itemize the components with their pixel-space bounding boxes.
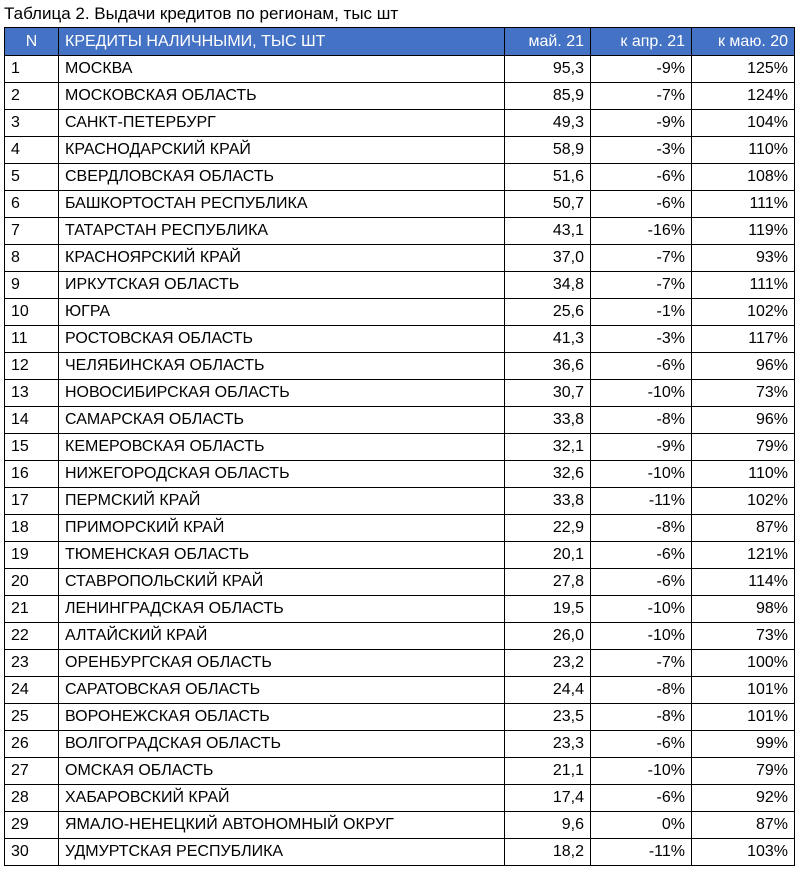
vs-may-20-cell: 111%: [692, 191, 795, 218]
row-number-cell: 30: [5, 839, 59, 866]
vs-may-20-cell: 111%: [692, 272, 795, 299]
table-row: [5, 353, 795, 380]
region-name-cell: СТАВРОПОЛЬСКИЙ КРАЙ: [59, 569, 505, 596]
vs-may-20-cell: 92%: [692, 785, 795, 812]
row-number-cell: 16: [5, 461, 59, 488]
vs-may-20-cell: 119%: [692, 218, 795, 245]
region-name-cell: ВОРОНЕЖСКАЯ ОБЛАСТЬ: [59, 704, 505, 731]
vs-may-20-cell: 99%: [692, 731, 795, 758]
region-name-cell: ОМСКАЯ ОБЛАСТЬ: [59, 758, 505, 785]
vs-may-20-cell: 87%: [692, 515, 795, 542]
table-row: [5, 839, 795, 866]
region-name-cell: ВОЛГОГРАДСКАЯ ОБЛАСТЬ: [59, 731, 505, 758]
vs-apr-21-cell: -10%: [591, 380, 692, 407]
region-name-cell: КРАСНОДАРСКИЙ КРАЙ: [59, 137, 505, 164]
table-row: [5, 56, 795, 83]
region-name-cell: ЮГРА: [59, 299, 505, 326]
may-21-value-cell: 33,8: [505, 488, 591, 515]
may-21-value-cell: 18,2: [505, 839, 591, 866]
vs-may-20-cell: 87%: [692, 812, 795, 839]
vs-apr-21-cell: -10%: [591, 623, 692, 650]
row-number-cell: 20: [5, 569, 59, 596]
vs-may-20-cell: 101%: [692, 677, 795, 704]
vs-may-20-cell: 101%: [692, 704, 795, 731]
table-row: [5, 596, 795, 623]
table-row: [5, 218, 795, 245]
header-row: [5, 28, 795, 56]
vs-apr-21-cell: -6%: [591, 785, 692, 812]
table-row: [5, 515, 795, 542]
vs-may-20-cell: 73%: [692, 623, 795, 650]
vs-apr-21-cell: -7%: [591, 245, 692, 272]
row-number-cell: 3: [5, 110, 59, 137]
vs-apr-21-cell: -16%: [591, 218, 692, 245]
table-row: [5, 731, 795, 758]
table-title: Таблица 2. Выдачи кредитов по регионам, тыс шт: [4, 4, 399, 23]
vs-may-20-cell: 117%: [692, 326, 795, 353]
may-21-value-cell: 95,3: [505, 56, 591, 83]
may-21-value-cell: 25,6: [505, 299, 591, 326]
row-number-cell: 7: [5, 218, 59, 245]
table-row: [5, 569, 795, 596]
may-21-value-cell: 20,1: [505, 542, 591, 569]
region-name-cell: ХАБАРОВСКИЙ КРАЙ: [59, 785, 505, 812]
row-number-cell: 15: [5, 434, 59, 461]
header-vs-may-20: к маю. 20: [692, 28, 795, 56]
table-row: [5, 407, 795, 434]
row-number-cell: 13: [5, 380, 59, 407]
vs-apr-21-cell: -11%: [591, 488, 692, 515]
may-21-value-cell: 85,9: [505, 83, 591, 110]
table-row: [5, 380, 795, 407]
region-name-cell: БАШКОРТОСТАН РЕСПУБЛИКА: [59, 191, 505, 218]
may-21-value-cell: 26,0: [505, 623, 591, 650]
table-row: [5, 164, 795, 191]
row-number-cell: 17: [5, 488, 59, 515]
region-name-cell: ОРЕНБУРГСКАЯ ОБЛАСТЬ: [59, 650, 505, 677]
vs-apr-21-cell: -6%: [591, 353, 692, 380]
row-number-cell: 1: [5, 56, 59, 83]
may-21-value-cell: 23,5: [505, 704, 591, 731]
may-21-value-cell: 9,6: [505, 812, 591, 839]
regions-credit-table: [4, 27, 795, 866]
header-may-21: май. 21: [505, 28, 591, 56]
may-21-value-cell: 27,8: [505, 569, 591, 596]
table-row: [5, 650, 795, 677]
row-number-cell: 23: [5, 650, 59, 677]
table-row: [5, 461, 795, 488]
vs-apr-21-cell: -10%: [591, 461, 692, 488]
vs-apr-21-cell: -6%: [591, 542, 692, 569]
row-number-cell: 29: [5, 812, 59, 839]
vs-apr-21-cell: -3%: [591, 137, 692, 164]
vs-apr-21-cell: -8%: [591, 515, 692, 542]
vs-may-20-cell: 108%: [692, 164, 795, 191]
may-21-value-cell: 36,6: [505, 353, 591, 380]
region-name-cell: ТЮМЕНСКАЯ ОБЛАСТЬ: [59, 542, 505, 569]
table-header: [5, 28, 795, 56]
vs-may-20-cell: 102%: [692, 488, 795, 515]
table-row: [5, 677, 795, 704]
header-vs-apr-21: к апр. 21: [591, 28, 692, 56]
vs-apr-21-cell: -3%: [591, 326, 692, 353]
table-row: [5, 326, 795, 353]
vs-may-20-cell: 110%: [692, 137, 795, 164]
vs-apr-21-cell: -6%: [591, 731, 692, 758]
may-21-value-cell: 30,7: [505, 380, 591, 407]
row-number-cell: 19: [5, 542, 59, 569]
may-21-value-cell: 37,0: [505, 245, 591, 272]
vs-may-20-cell: 124%: [692, 83, 795, 110]
vs-may-20-cell: 73%: [692, 380, 795, 407]
row-number-cell: 2: [5, 83, 59, 110]
vs-may-20-cell: 96%: [692, 353, 795, 380]
row-number-cell: 14: [5, 407, 59, 434]
may-21-value-cell: 23,2: [505, 650, 591, 677]
may-21-value-cell: 32,1: [505, 434, 591, 461]
vs-apr-21-cell: 0%: [591, 812, 692, 839]
row-number-cell: 9: [5, 272, 59, 299]
vs-apr-21-cell: -1%: [591, 299, 692, 326]
vs-may-20-cell: 98%: [692, 596, 795, 623]
table-row: [5, 542, 795, 569]
vs-apr-21-cell: -7%: [591, 83, 692, 110]
vs-may-20-cell: 103%: [692, 839, 795, 866]
vs-may-20-cell: 93%: [692, 245, 795, 272]
may-21-value-cell: 33,8: [505, 407, 591, 434]
vs-apr-21-cell: -9%: [591, 110, 692, 137]
vs-may-20-cell: 104%: [692, 110, 795, 137]
region-name-cell: ПРИМОРСКИЙ КРАЙ: [59, 515, 505, 542]
table-row: [5, 704, 795, 731]
row-number-cell: 8: [5, 245, 59, 272]
row-number-cell: 27: [5, 758, 59, 785]
may-21-value-cell: 58,9: [505, 137, 591, 164]
may-21-value-cell: 24,4: [505, 677, 591, 704]
region-name-cell: САМАРСКАЯ ОБЛАСТЬ: [59, 407, 505, 434]
table-row: [5, 110, 795, 137]
may-21-value-cell: 22,9: [505, 515, 591, 542]
vs-apr-21-cell: -10%: [591, 758, 692, 785]
table-row: [5, 299, 795, 326]
vs-may-20-cell: 125%: [692, 56, 795, 83]
table-row: [5, 83, 795, 110]
region-name-cell: ПЕРМСКИЙ КРАЙ: [59, 488, 505, 515]
region-name-cell: УДМУРТСКАЯ РЕСПУБЛИКА: [59, 839, 505, 866]
region-name-cell: КЕМЕРОВСКАЯ ОБЛАСТЬ: [59, 434, 505, 461]
row-number-cell: 28: [5, 785, 59, 812]
row-number-cell: 22: [5, 623, 59, 650]
row-number-cell: 12: [5, 353, 59, 380]
region-name-cell: НИЖЕГОРОДСКАЯ ОБЛАСТЬ: [59, 461, 505, 488]
may-21-value-cell: 23,3: [505, 731, 591, 758]
row-number-cell: 25: [5, 704, 59, 731]
region-name-cell: КРАСНОЯРСКИЙ КРАЙ: [59, 245, 505, 272]
row-number-cell: 24: [5, 677, 59, 704]
region-name-cell: РОСТОВСКАЯ ОБЛАСТЬ: [59, 326, 505, 353]
vs-apr-21-cell: -10%: [591, 596, 692, 623]
region-name-cell: САНКТ-ПЕТЕРБУРГ: [59, 110, 505, 137]
table-row: [5, 785, 795, 812]
vs-apr-21-cell: -7%: [591, 650, 692, 677]
table-row: [5, 137, 795, 164]
region-name-cell: АЛТАЙСКИЙ КРАЙ: [59, 623, 505, 650]
may-21-value-cell: 34,8: [505, 272, 591, 299]
vs-may-20-cell: 79%: [692, 758, 795, 785]
vs-may-20-cell: 121%: [692, 542, 795, 569]
vs-apr-21-cell: -7%: [591, 272, 692, 299]
row-number-cell: 26: [5, 731, 59, 758]
region-name-cell: ТАТАРСТАН РЕСПУБЛИКА: [59, 218, 505, 245]
may-21-value-cell: 41,3: [505, 326, 591, 353]
vs-may-20-cell: 102%: [692, 299, 795, 326]
vs-apr-21-cell: -8%: [591, 677, 692, 704]
may-21-value-cell: 32,6: [505, 461, 591, 488]
region-name-cell: ИРКУТСКАЯ ОБЛАСТЬ: [59, 272, 505, 299]
region-name-cell: МОСКВА: [59, 56, 505, 83]
vs-apr-21-cell: -8%: [591, 704, 692, 731]
row-number-cell: 4: [5, 137, 59, 164]
table-row: [5, 434, 795, 461]
row-number-cell: 21: [5, 596, 59, 623]
vs-apr-21-cell: -6%: [591, 569, 692, 596]
may-21-value-cell: 21,1: [505, 758, 591, 785]
region-name-cell: ЛЕНИНГРАДСКАЯ ОБЛАСТЬ: [59, 596, 505, 623]
vs-may-20-cell: 79%: [692, 434, 795, 461]
vs-may-20-cell: 96%: [692, 407, 795, 434]
may-21-value-cell: 43,1: [505, 218, 591, 245]
table-row: [5, 812, 795, 839]
table-row: [5, 758, 795, 785]
vs-apr-21-cell: -8%: [591, 407, 692, 434]
row-number-cell: 10: [5, 299, 59, 326]
may-21-value-cell: 19,5: [505, 596, 591, 623]
row-number-cell: 6: [5, 191, 59, 218]
vs-may-20-cell: 114%: [692, 569, 795, 596]
region-name-cell: МОСКОВСКАЯ ОБЛАСТЬ: [59, 83, 505, 110]
header-number: N: [5, 28, 59, 56]
table-row: [5, 623, 795, 650]
table-row: [5, 191, 795, 218]
row-number-cell: 18: [5, 515, 59, 542]
vs-apr-21-cell: -6%: [591, 191, 692, 218]
region-name-cell: САРАТОВСКАЯ ОБЛАСТЬ: [59, 677, 505, 704]
vs-may-20-cell: 100%: [692, 650, 795, 677]
table-body: [5, 56, 795, 866]
may-21-value-cell: 49,3: [505, 110, 591, 137]
may-21-value-cell: 51,6: [505, 164, 591, 191]
region-name-cell: НОВОСИБИРСКАЯ ОБЛАСТЬ: [59, 380, 505, 407]
may-21-value-cell: 17,4: [505, 785, 591, 812]
row-number-cell: 5: [5, 164, 59, 191]
vs-apr-21-cell: -11%: [591, 839, 692, 866]
region-name-cell: ЯМАЛО-НЕНЕЦКИЙ АВТОНОМНЫЙ ОКРУГ: [59, 812, 505, 839]
table-row: [5, 272, 795, 299]
vs-apr-21-cell: -9%: [591, 434, 692, 461]
table-row: [5, 488, 795, 515]
table-row: [5, 245, 795, 272]
header-region: КРЕДИТЫ НАЛИЧНЫМИ, ТЫС ШТ: [59, 28, 505, 56]
region-name-cell: ЧЕЛЯБИНСКАЯ ОБЛАСТЬ: [59, 353, 505, 380]
may-21-value-cell: 50,7: [505, 191, 591, 218]
vs-apr-21-cell: -6%: [591, 164, 692, 191]
vs-apr-21-cell: -9%: [591, 56, 692, 83]
vs-may-20-cell: 110%: [692, 461, 795, 488]
row-number-cell: 11: [5, 326, 59, 353]
region-name-cell: СВЕРДЛОВСКАЯ ОБЛАСТЬ: [59, 164, 505, 191]
